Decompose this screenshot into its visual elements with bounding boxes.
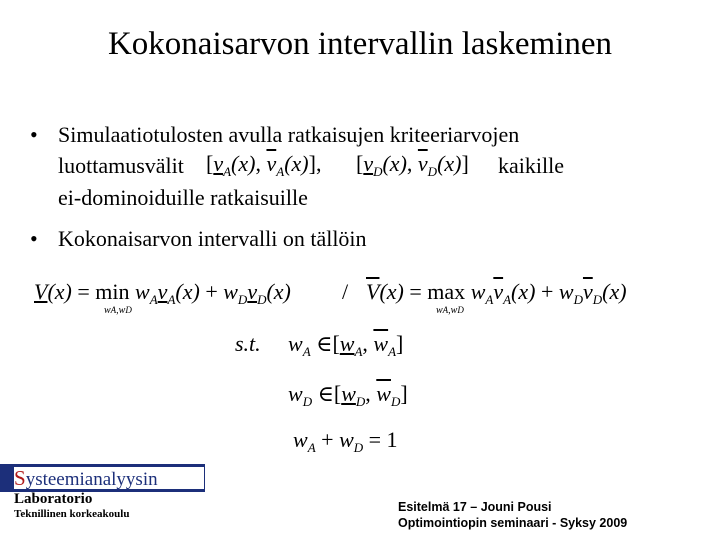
arg-x: (x) <box>175 279 200 304</box>
v-upper: $\overline{v}$ <box>582 279 593 304</box>
comma: , <box>448 305 451 316</box>
element-of: ∈ <box>317 381 334 406</box>
w: w <box>288 331 303 356</box>
arg-x: (x) <box>231 151 256 176</box>
sub-d: D <box>390 394 401 409</box>
w: w <box>339 427 354 452</box>
sub-a: A <box>149 292 158 307</box>
plus: + <box>205 279 218 304</box>
bracket: ] <box>396 331 404 356</box>
w: w <box>470 279 486 304</box>
st-label <box>235 331 261 357</box>
bracket: ] <box>400 381 408 406</box>
constraint-wa <box>288 331 403 360</box>
w-upper: $\overline{w}$ <box>376 381 391 406</box>
logo-laboratorio: Laboratorio <box>14 491 93 507</box>
w: w <box>118 305 126 316</box>
v-upper: $\overline{v}$ <box>493 279 504 304</box>
w-upper: $\overline{w}$ <box>373 331 389 356</box>
bracket: ] <box>308 151 316 176</box>
w-lower: w <box>341 381 356 406</box>
sub-d: D <box>355 394 366 409</box>
sub-a: A <box>307 440 316 455</box>
sub-d: D <box>257 292 267 307</box>
bracket: [ <box>206 151 214 176</box>
w: w <box>288 381 303 406</box>
comma: , <box>315 151 322 176</box>
sub-d: D <box>237 292 248 307</box>
bullet-marker: • <box>30 226 38 251</box>
sub-a: A <box>223 164 232 179</box>
bullet1-line1: Simulaatiotulosten avulla ratkaisujen kriteeriarvojen <box>58 122 520 147</box>
st-text: s.t. <box>235 331 261 356</box>
sub-d: D <box>427 164 438 179</box>
arg-x: (x) <box>602 279 627 304</box>
interval-vA <box>206 151 321 180</box>
v-upper: $\overline{v}$ <box>417 151 428 176</box>
v-upper-definition <box>366 279 627 308</box>
slash: / <box>342 279 349 304</box>
sub-d: D <box>457 305 464 315</box>
interval-vD <box>356 151 469 180</box>
arg-x: (x) <box>47 279 72 304</box>
arg-x: (x) <box>266 279 291 304</box>
V-lower: V <box>34 279 48 304</box>
v-lower: v <box>363 151 374 176</box>
sub-a: A <box>276 164 285 179</box>
V-upper: $\overline{V}$ <box>366 279 380 304</box>
constraint-sum <box>293 427 398 456</box>
bullet2-text: Kokonaisarvon intervalli on tällöin <box>58 226 367 251</box>
v-upper: $\overline{v}$ <box>266 151 277 176</box>
logo-initial: S <box>14 466 26 490</box>
footer-line2: Optimointiopin seminaari - Syksy 2009 <box>398 516 628 530</box>
w: w <box>293 427 308 452</box>
sub-a: A <box>167 292 176 307</box>
sub-d: D <box>573 292 583 307</box>
comma: , <box>406 151 413 176</box>
arg-x: (x) <box>284 151 309 176</box>
equals: = <box>409 279 422 304</box>
equals-one: = 1 <box>368 427 398 452</box>
bracket: [ <box>333 381 342 406</box>
logo-rest: ysteemianalyysin <box>25 469 158 490</box>
plus: + <box>321 427 334 452</box>
comma: , <box>365 381 371 406</box>
plus: + <box>540 279 554 304</box>
slide-title: Kokonaisarvon intervallin laskeminen <box>107 26 613 62</box>
arg-x: (x) <box>511 279 536 304</box>
sub-d: D <box>302 394 313 409</box>
v-lower: v <box>213 151 224 176</box>
w: w <box>223 279 238 304</box>
v-lower: v <box>247 279 258 304</box>
sub-a: A <box>442 305 449 315</box>
sub-d: D <box>373 164 383 179</box>
bullet1-line2-start: luottamusvälit <box>58 153 184 178</box>
w: w <box>436 305 443 316</box>
bullet1-line2-end: kaikille <box>498 153 564 178</box>
sub-a: A <box>354 344 363 359</box>
w: w <box>558 279 574 304</box>
bullet-marker: • <box>30 122 38 147</box>
arg-x: (x) <box>382 151 407 176</box>
equals: = <box>77 279 90 304</box>
w: w <box>104 305 111 316</box>
comma: , <box>255 151 261 176</box>
sub-d: D <box>125 305 132 315</box>
element-of: ∈ <box>316 331 333 356</box>
arg-x: (x) <box>437 151 462 176</box>
sub-a: A <box>388 344 397 359</box>
w: w <box>135 279 150 304</box>
logo-university: Teknillinen korkeakoulu <box>14 508 130 520</box>
max-subscript <box>436 305 464 316</box>
footer-line1: Esitelmä 17 – Jouni Pousi <box>398 500 552 514</box>
comma: , <box>362 331 368 356</box>
sub-d: D <box>592 292 603 307</box>
min-subscript <box>104 305 132 316</box>
min-operator: min <box>95 279 130 304</box>
bullet1-line3: ei-dominoiduille ratkaisuille <box>58 185 308 210</box>
bracket: [ <box>356 151 364 176</box>
constraint-wd <box>288 381 408 410</box>
logo-text <box>14 467 204 489</box>
v-lower-definition <box>34 279 291 308</box>
sub-a: A <box>110 305 117 315</box>
comma: , <box>116 305 119 316</box>
bracket: ] <box>461 151 469 176</box>
w: w <box>450 305 458 316</box>
sub-a: A <box>503 292 512 307</box>
sub-a: A <box>302 344 311 359</box>
sub-d: D <box>353 440 364 455</box>
v-lower: v <box>157 279 168 304</box>
w-lower: w <box>339 331 355 356</box>
max-operator: max <box>427 279 466 304</box>
bracket: [ <box>332 331 340 356</box>
sub-a: A <box>485 292 494 307</box>
arg-x: (x) <box>379 279 404 304</box>
